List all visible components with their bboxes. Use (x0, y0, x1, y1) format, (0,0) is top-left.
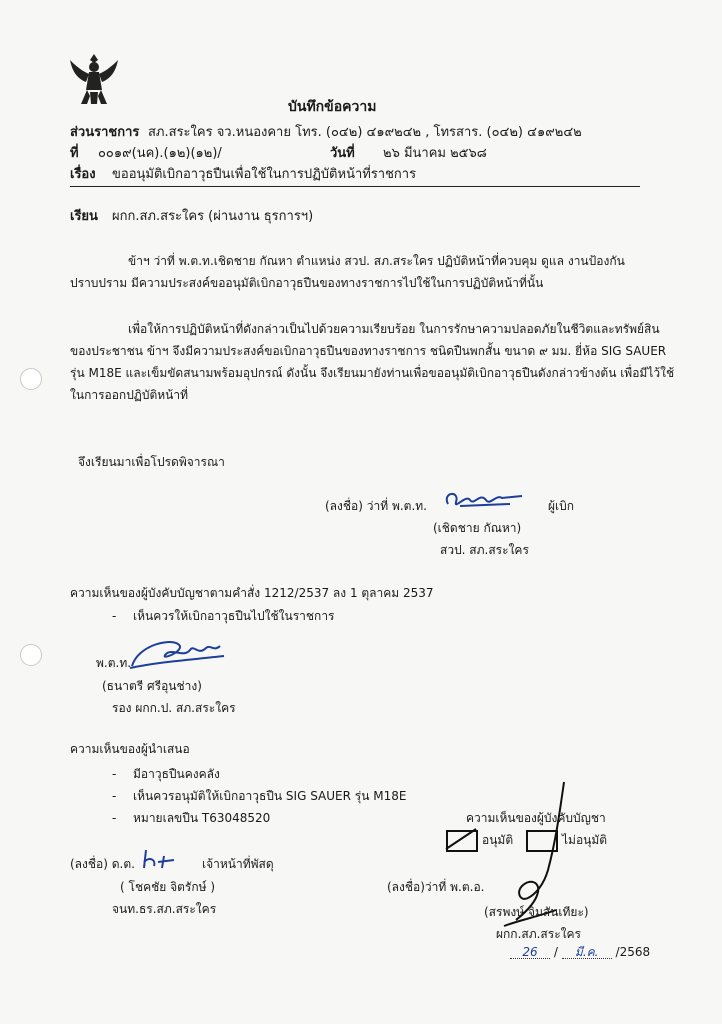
commander-heading: ความเห็นของผู้บังคับบัญชา (466, 811, 606, 825)
date-label: วันที่ (330, 146, 355, 161)
supervisor-position: รอง ผกก.ป. สภ.สระใคร (112, 701, 236, 715)
body-p1-line1: ข้าฯ ว่าที่ พ.ต.ท.เชิดชาย กัณหา ตำแหน่ง สวป. สภ.สระใคร ปฏิบัติหน้าที่ควบคุม ดูแล งานป้องกัน (128, 254, 625, 268)
supervisor-rank: พ.ต.ท. (96, 656, 132, 670)
proposer-item-3: หมายเลขปืน T63048520 (133, 811, 271, 825)
supervisor-name: (ธนาตรี ศรีอุนช่าง) (102, 679, 202, 693)
commander-date-slash: / (553, 945, 558, 959)
proposer-bullet-3: - (112, 811, 117, 825)
reject-label: ไม่อนุมัติ (562, 833, 608, 847)
proposer-signature-icon (140, 846, 190, 870)
commander-sign-prefix: (ลงชื่อ)ว่าที่ พ.ต.อ. (387, 880, 485, 894)
garuda-emblem-icon (68, 52, 120, 108)
approve-check-mark-icon (444, 827, 478, 851)
body-p2-line1: เพื่อให้การปฏิบัติหน้าที่ดังกล่าวเป็นไปด้วยความเรียบร้อย ในการรักษาความปลอดภัยในชีวิตและทรัพย์สิน (128, 322, 660, 336)
supervisor-heading: ความเห็นของผู้บังคับบัญชาตามคำสั่ง 1212/2537 ลง 1 ตุลาคม 2537 (70, 586, 434, 600)
body-p2-line2: ของประชาชน ข้าฯ จึงมีความประสงค์ขอเบิกอาวุธปืนของทางราชการ ชนิดปืนพกสั้น ขนาด ๙ มม. ยี่ห้อ SIG SAUER (70, 344, 667, 358)
punch-hole-bottom (20, 644, 42, 666)
closing-text: จึงเรียนมาเพื่อโปรดพิจารณา (78, 455, 225, 469)
agency-label: ส่วนราชการ (70, 125, 140, 140)
to-label: เรียน (70, 209, 98, 224)
requester-signature-icon (440, 488, 530, 514)
commander-name: (สรพงษ์ จิมสันเทียะ) (484, 905, 589, 919)
approve-label: อนุมัติ (482, 833, 514, 847)
body-p2-line3: รุ่น M18E และเข็มขัดสนามพร้อมอุปกรณ์ ดังนั้น จึงเรียนมายังท่านเพื่อขออนุมัติเบิกอาวุธปืนดังกล่าวข้างต้น เพื่อมีไว้ใช้ (70, 366, 675, 380)
agency-value: สภ.สระใคร จว.หนองคาย โทร. (๐๔๒) ๔๑๙๒๔๒ , โทรสาร. (๐๔๒) ๔๑๙๒๔๒ (148, 125, 582, 140)
proposer-position: จนท.ธร.สภ.สระใคร (112, 902, 217, 916)
requester-sign-prefix: (ลงชื่อ) ว่าที่ พ.ต.ท. (325, 499, 427, 513)
supervisor-signature-icon (128, 636, 238, 676)
proposer-bullet-1: - (112, 767, 117, 781)
commander-position: ผกก.สภ.สระใคร (496, 927, 581, 941)
header-divider (70, 186, 640, 187)
ref-value: ๐๐๑๙(นค).(๑๒)(๑๒)/ (98, 146, 222, 161)
punch-hole-top (20, 368, 42, 390)
requester-name: (เชิดชาย กัณหา) (433, 521, 522, 535)
memo-title: บันทึกข้อความ (288, 99, 377, 115)
proposer-heading: ความเห็นของผู้นำเสนอ (70, 742, 190, 756)
proposer-bullet-2: - (112, 789, 117, 803)
proposer-item-2: เห็นควรอนุมัติให้เบิกอาวุธปืน SIG SAUER รุ่น M18E (133, 789, 407, 803)
ref-label: ที่ (70, 146, 79, 161)
commander-date-month: มี.ค. (562, 946, 612, 959)
subject-value: ขออนุมัติเบิกอาวุธปืนเพื่อใช้ในการปฏิบัติหน้าที่ราชการ (112, 167, 417, 182)
date-value: ๒๖ มีนาคม ๒๕๖๘ (383, 146, 487, 161)
proposer-sign-prefix: (ลงชื่อ) ด.ต. (70, 857, 135, 871)
body-p1-line2: ปราบปราม มีความประสงค์ขออนุมัติเบิกอาวุธปืนของทางราชการไปใช้ในการปฏิบัติหน้าที่นั้น (70, 276, 544, 290)
commander-date-day: 26 (510, 946, 550, 959)
body-p2-line4: ในการออกปฏิบัติหน้าที่ (70, 388, 189, 402)
requester-position: สวป. สภ.สระใคร (440, 543, 529, 557)
commander-date-year: /2568 (615, 945, 651, 959)
requester-role: ผู้เบิก (548, 499, 575, 513)
proposer-role: เจ้าหน้าที่พัสดุ (202, 857, 274, 871)
supervisor-opinion: เห็นควรให้เบิกอาวุธปืนไปใช้ในราชการ (133, 609, 335, 623)
to-value: ผกก.สภ.สระใคร (ผ่านงาน ธุรการฯ) (112, 209, 314, 224)
proposer-name: ( โชคชัย จิตรักษ์ ) (120, 880, 216, 894)
supervisor-bullet: - (112, 609, 117, 623)
commander-date (510, 946, 650, 959)
proposer-item-1: มีอาวุธปืนคงคลัง (133, 767, 220, 781)
subject-label: เรื่อง (70, 167, 96, 182)
